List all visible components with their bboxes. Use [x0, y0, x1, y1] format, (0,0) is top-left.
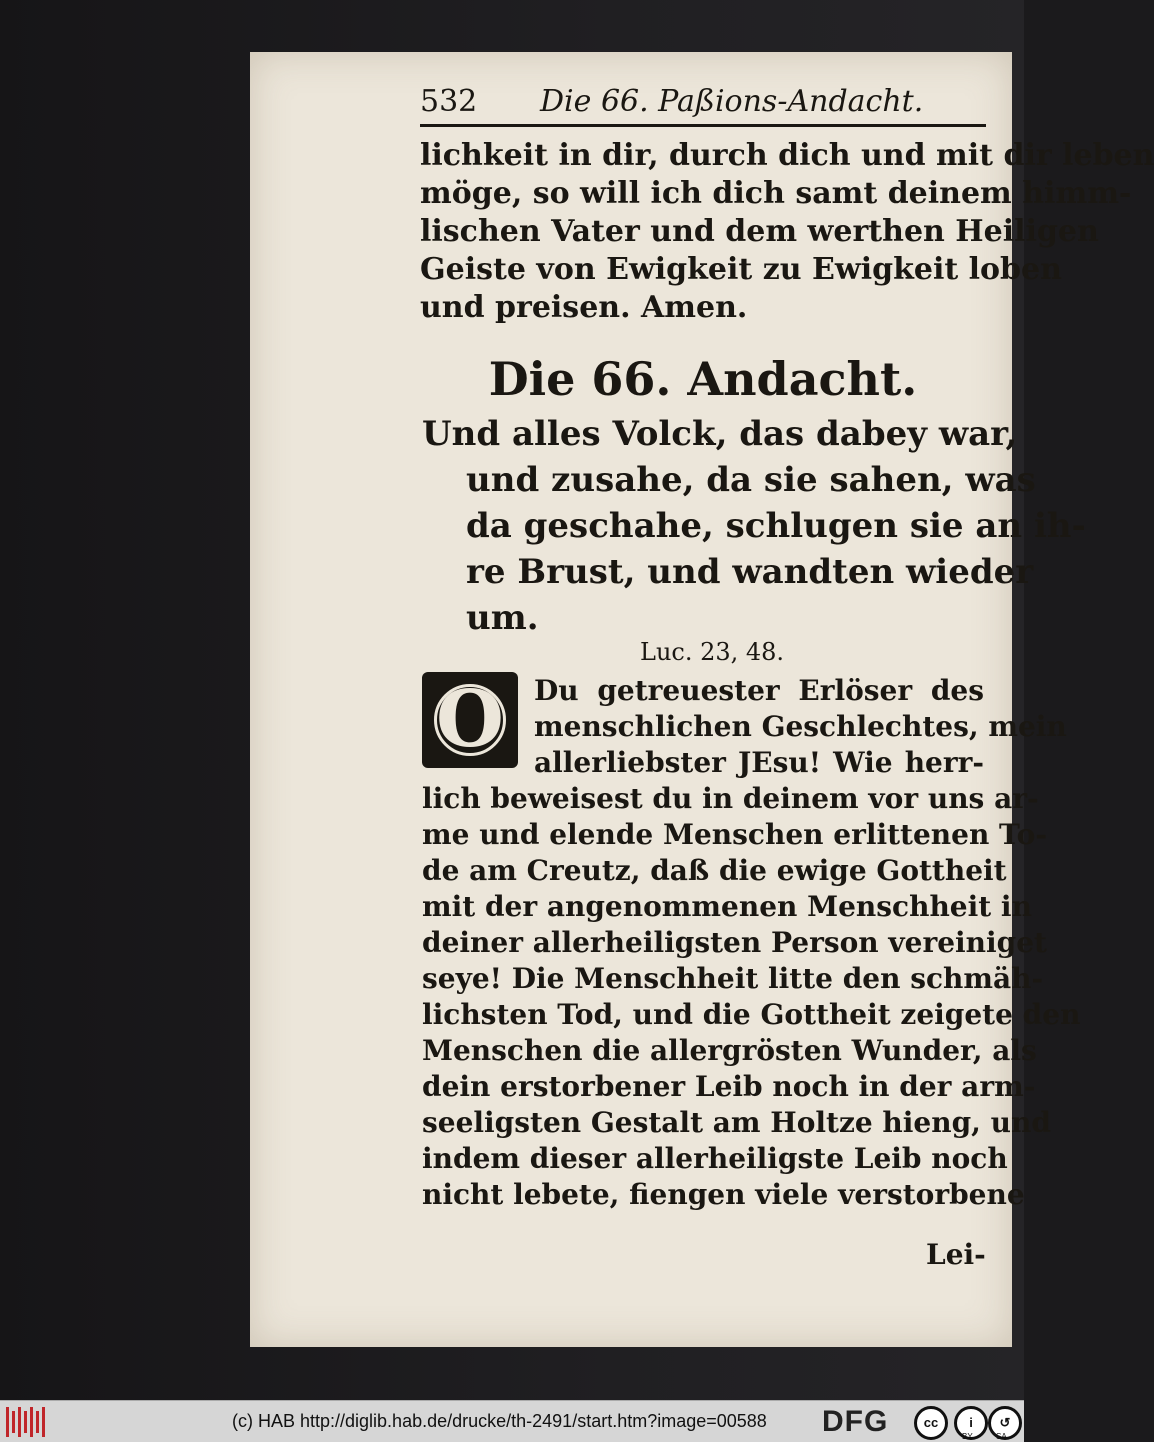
cc-icon: cc	[914, 1406, 948, 1440]
text-line: de am Creutz, daß die ewige Gottheit	[422, 854, 1007, 887]
text-line: seeligsten Gestalt am Holtze hieng, und	[422, 1106, 1051, 1139]
running-head	[420, 84, 986, 124]
text-line: deiner allerheiligsten Person vereiniget	[422, 926, 1047, 959]
text-line: dein erstorbener Leib noch in der arm-	[422, 1070, 1036, 1103]
text-line: menschlichen Geschlechtes, mein	[534, 710, 1067, 743]
bible-citation: Luc. 23, 48.	[640, 638, 785, 666]
sa-icon: ↺	[988, 1406, 1022, 1440]
text-line: me und elende Menschen erlittenen To-	[422, 818, 1047, 851]
dfg-logo: DFG	[822, 1405, 889, 1438]
text-line: Geiste von Ewigkeit zu Ewigkeit loben	[420, 252, 1062, 287]
verse-line: um.	[466, 598, 539, 638]
by-label: BY	[962, 1432, 973, 1441]
sa-label: SA	[996, 1432, 1007, 1441]
decorated-initial	[422, 672, 518, 768]
footer-bar	[0, 1400, 1024, 1442]
text-line: mit der angenommenen Menschheit in	[422, 890, 1032, 923]
text-line: lichsten Tod, und die Gottheit zeigete den	[422, 998, 1081, 1031]
verse-line: und zusahe, da sie sahen, was	[466, 460, 1036, 500]
text-line: lich beweisest du in deinem vor uns ar-	[422, 782, 1039, 815]
catchword: Lei-	[926, 1238, 986, 1271]
text-line: und preisen. Amen.	[420, 290, 748, 325]
verse-line: da geschahe, schlugen sie an ih-	[466, 506, 1086, 546]
text-line: seye! Die Menschheit litte den schmäh-	[422, 962, 1044, 995]
verse-line: Und alles Volck, das dabey war,	[422, 414, 1018, 454]
text-line: lischen Vater und dem werthen Heiligen	[420, 214, 1099, 249]
book-page	[250, 52, 1154, 1347]
text-line: nicht lebete, fiengen viele verstorbene	[422, 1178, 1025, 1211]
running-title: Die 66. Paßions-Andacht.	[540, 84, 924, 119]
verse-line: re Brust, und wandten wieder	[466, 552, 1034, 592]
credit-link[interactable]: (c) HAB http://diglib.hab.de/drucke/th-2491/start.htm?image=00588	[232, 1411, 767, 1431]
initial-letter: O	[436, 674, 504, 765]
page-number: 532	[420, 84, 478, 119]
header-rule	[420, 124, 986, 127]
text-line: lichkeit in dir, durch dich und mit dir leben	[420, 138, 1154, 173]
text-line: allerliebster JEsu! Wie herr-	[534, 746, 984, 779]
by-icon: i	[954, 1406, 988, 1440]
text-line: möge, so will ich dich samt deinem himm-	[420, 176, 1132, 211]
hab-logo-icon	[6, 1407, 48, 1437]
text-line: Menschen die allergrösten Wunder, als	[422, 1034, 1037, 1067]
text-line: indem dieser allerheiligste Leib noch	[422, 1142, 1008, 1175]
section-heading: Die 66. Andacht.	[488, 352, 918, 406]
text-line: Du getreuester Erlöser des	[534, 674, 984, 707]
